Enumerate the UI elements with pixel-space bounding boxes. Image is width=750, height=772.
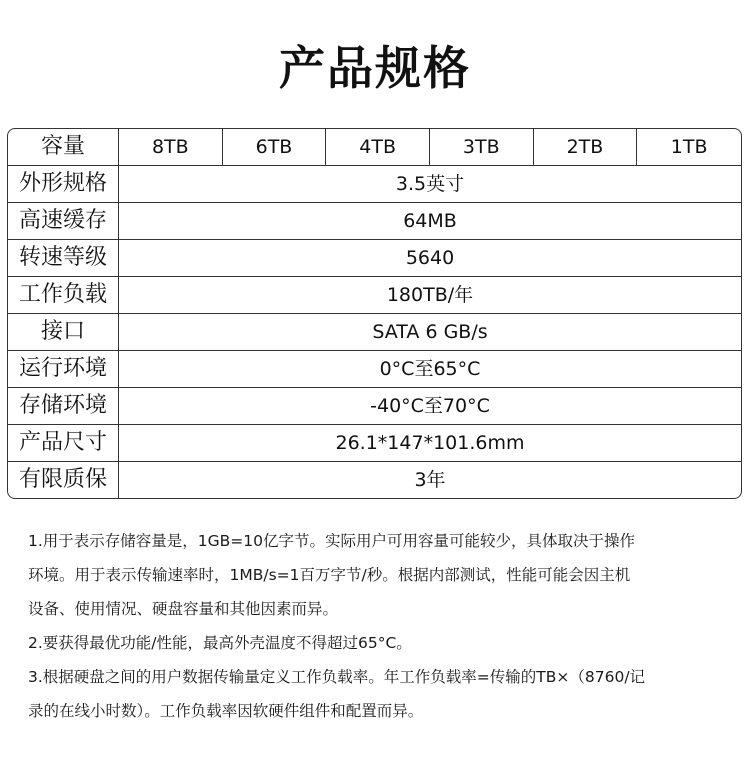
page-title: 产品规格 bbox=[279, 41, 471, 95]
row-value: 180TB/年 bbox=[119, 277, 741, 314]
footnotes bbox=[28, 524, 728, 728]
table-row bbox=[8, 462, 741, 498]
table-row bbox=[8, 203, 741, 240]
row-label: 转速等级 bbox=[8, 240, 119, 277]
table-row bbox=[8, 351, 741, 388]
table-row bbox=[8, 166, 741, 203]
row-value: 26.1*147*101.6mm bbox=[119, 425, 741, 462]
row-label: 运行环境 bbox=[8, 351, 119, 388]
spec-table bbox=[7, 128, 742, 499]
capacity-cell: 4TB bbox=[326, 129, 430, 166]
note-line: 1.用于表示存储容量是，1GB=10亿字节。实际用户可用容量可能较少，具体取决于操作 bbox=[28, 532, 636, 550]
row-label: 外形规格 bbox=[8, 166, 119, 203]
row-value: 3.5英寸 bbox=[119, 166, 741, 203]
table-row bbox=[8, 388, 741, 425]
note-line: 3.根据硬盘之间的用户数据传输量定义工作负载率。年工作负载率=传输的TB×（8760/记 bbox=[28, 668, 646, 686]
table-row bbox=[8, 425, 741, 462]
capacity-cell: 3TB bbox=[430, 129, 534, 166]
note-line: 录的在线小时数）。工作负载率因软硬件组件和配置而异。 bbox=[28, 702, 424, 720]
table-row bbox=[8, 240, 741, 277]
row-value: 5640 bbox=[119, 240, 741, 277]
table-row bbox=[8, 314, 741, 351]
row-label: 高速缓存 bbox=[8, 203, 119, 240]
row-value: 3年 bbox=[414, 469, 446, 491]
row-value: 64MB bbox=[119, 203, 741, 240]
row-label: 接口 bbox=[8, 314, 119, 351]
capacity-row bbox=[8, 129, 741, 166]
capacity-cell: 2TB bbox=[534, 129, 638, 166]
row-value: -40°C至70°C bbox=[119, 388, 741, 425]
capacity-label: 容量 bbox=[8, 129, 119, 166]
row-value: SATA 6 GB/s bbox=[119, 314, 741, 351]
row-label: 工作负载 bbox=[8, 277, 119, 314]
capacity-cell: 8TB bbox=[119, 129, 223, 166]
row-label: 存储环境 bbox=[8, 388, 119, 425]
note-line: 设备、使用情况、硬盘容量和其他因素而异。 bbox=[28, 600, 339, 618]
capacity-cell: 6TB bbox=[223, 129, 327, 166]
note-line: 2.要获得最优功能/性能，最高外壳温度不得超过65°C。 bbox=[28, 634, 412, 652]
note-line: 环境。用于表示传输速率时，1MB/s=1百万字节/秒。根据内部测试，性能可能会因主机 bbox=[28, 566, 631, 584]
table-row bbox=[8, 277, 741, 314]
row-value: 0°C至65°C bbox=[119, 351, 741, 388]
capacity-cell: 1TB bbox=[637, 129, 741, 166]
row-label: 产品尺寸 bbox=[8, 425, 119, 462]
row-label: 有限质保 bbox=[8, 462, 119, 498]
